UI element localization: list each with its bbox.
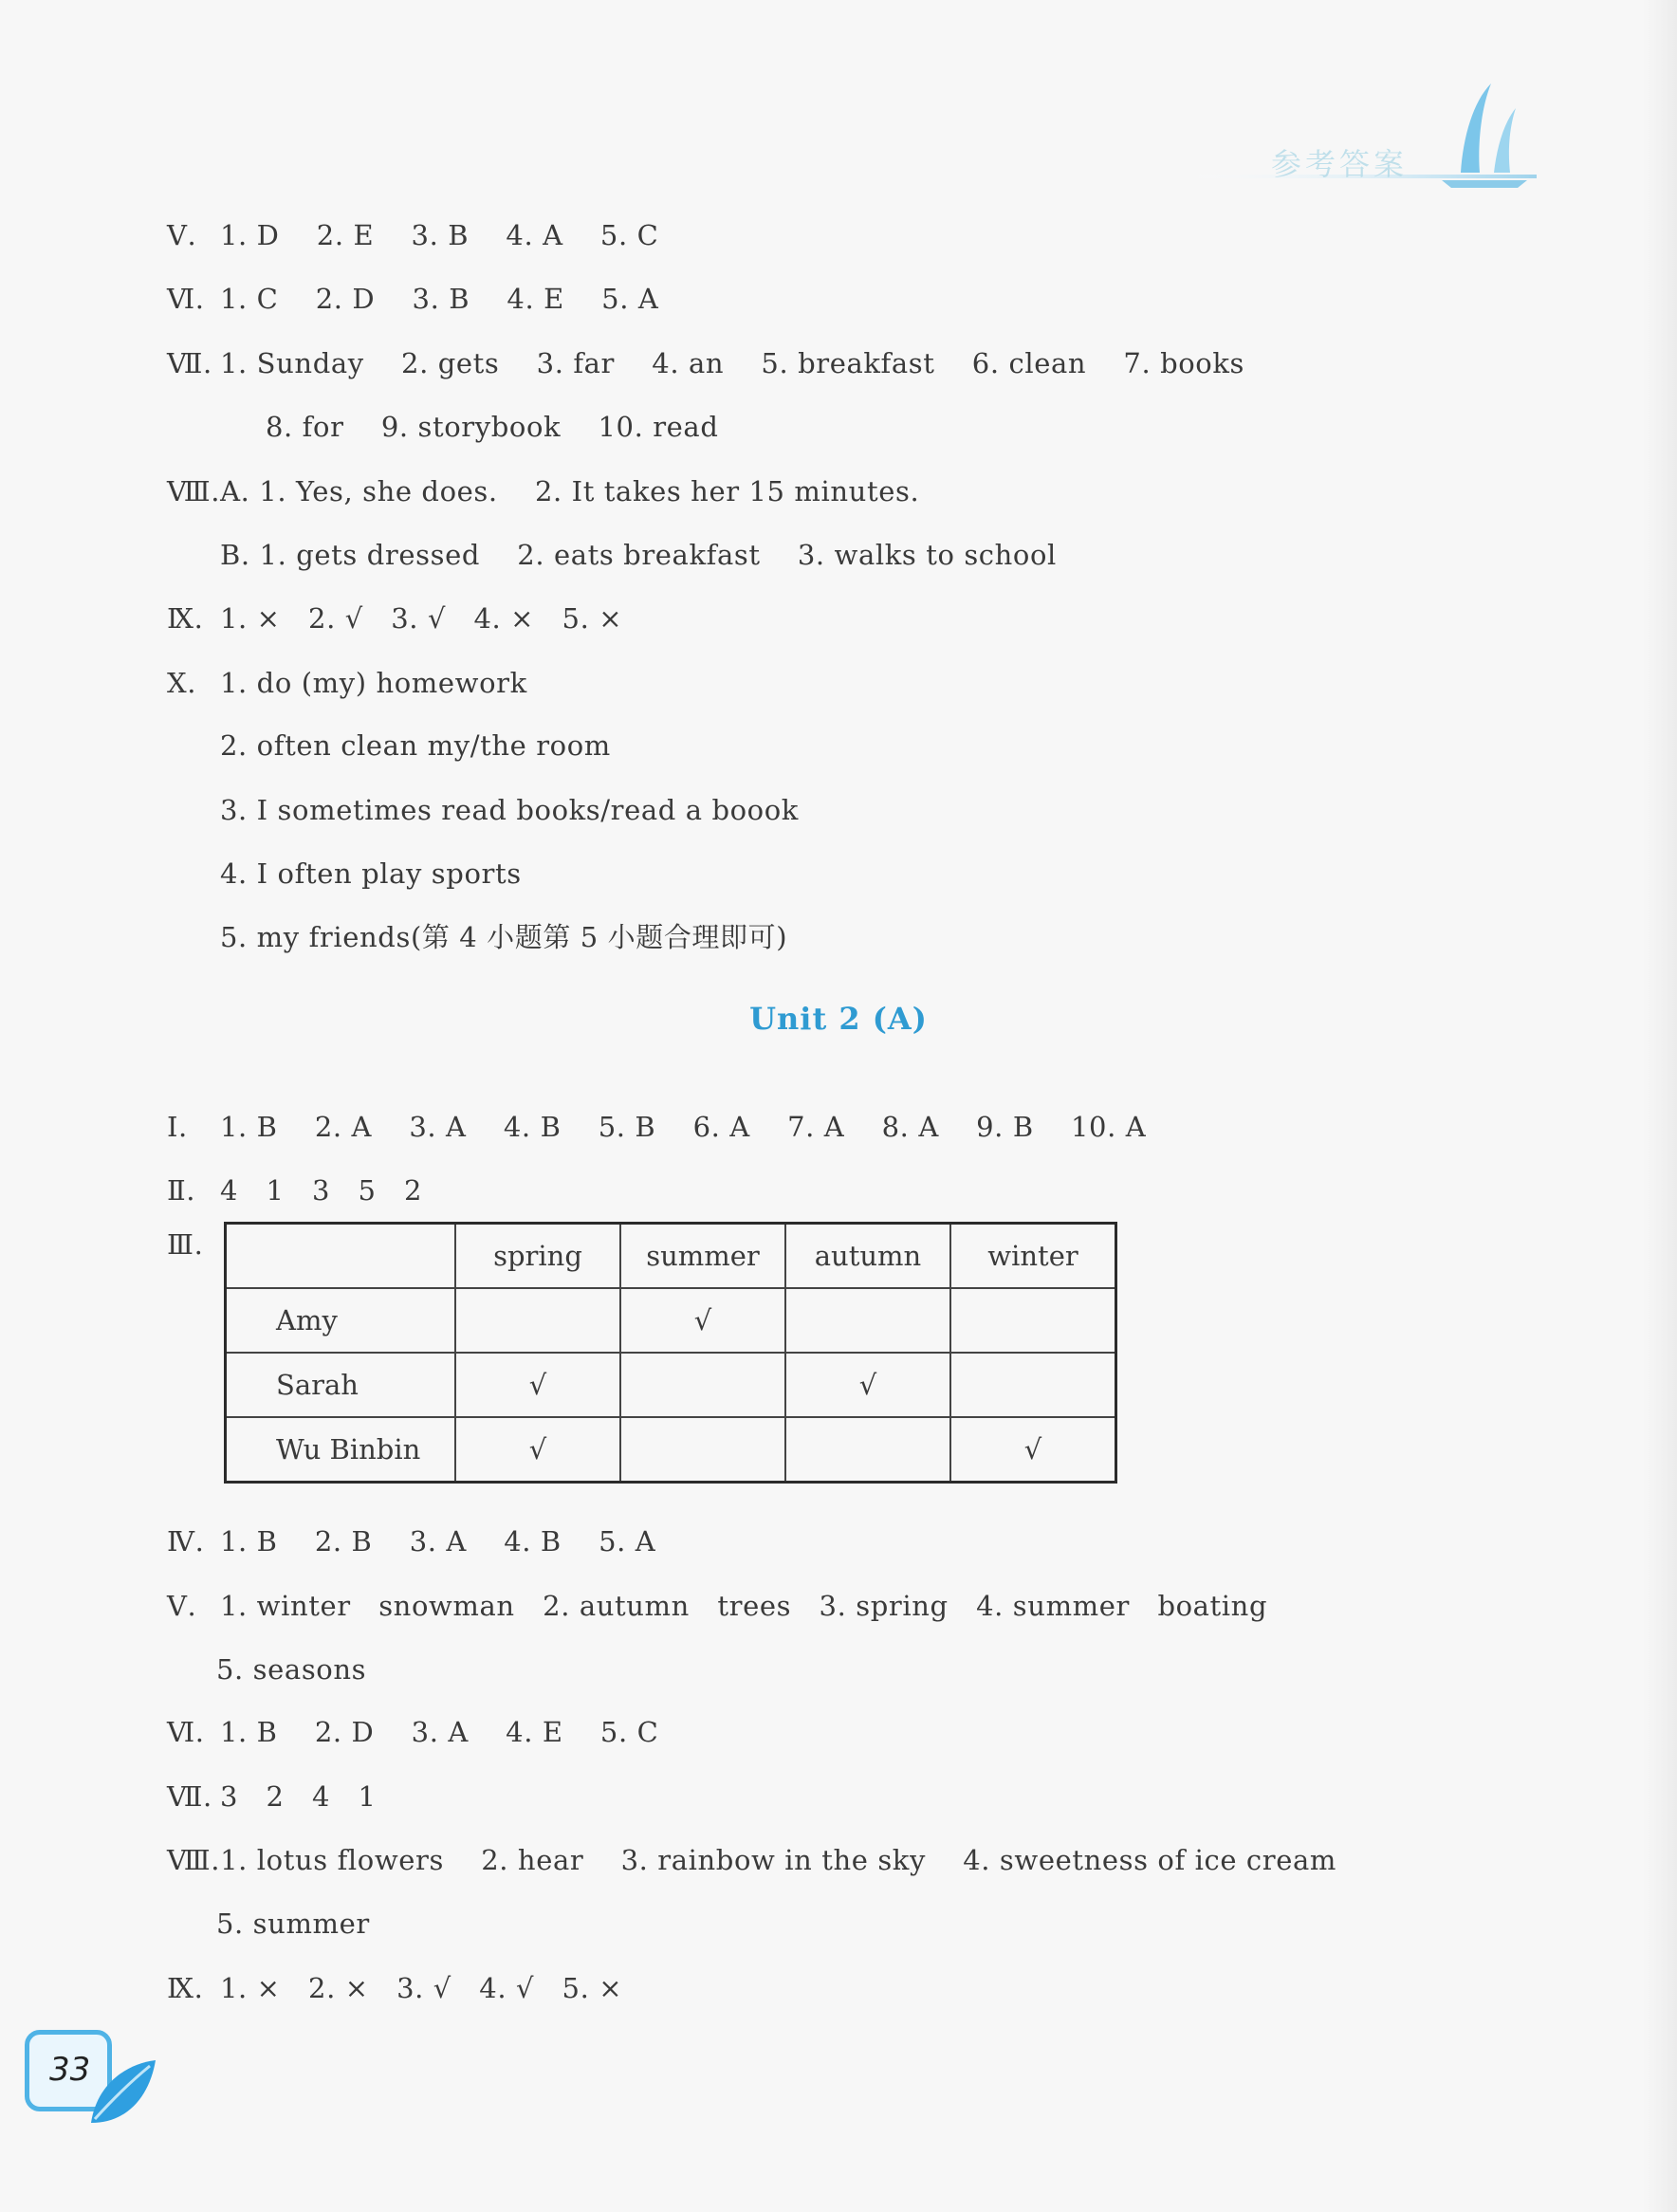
section-numeral: Ⅵ. <box>167 1716 205 1748</box>
table-row <box>226 1353 1116 1417</box>
answer-text: 1. × 2. × 3. √ 4. √ 5. × <box>220 1972 623 2004</box>
page-edge-shadow <box>1643 0 1677 2212</box>
table-cell <box>785 1288 950 1353</box>
answer-text: 5. seasons <box>216 1653 367 1686</box>
answer-line <box>167 1971 622 2005</box>
answer-text: 3 2 4 1 <box>220 1780 377 1813</box>
answer-text: 1. Sunday 2. gets 3. far 4. an 5. breakfast 6. clean 7. books <box>220 347 1245 379</box>
answer-text: B. 1. gets dressed 2. eats breakfast 3. walks to school <box>220 539 1057 571</box>
answer-text: 3. I sometimes read books/read a boook <box>220 794 799 826</box>
section-numeral: Ⅷ. <box>167 1844 221 1876</box>
table-cell <box>455 1288 620 1353</box>
table-cell <box>785 1417 950 1483</box>
answer-line <box>167 218 658 252</box>
section-numeral: Ⅸ. <box>167 602 204 635</box>
answer-line <box>167 1589 1267 1623</box>
section-numeral: Ⅳ. <box>167 1525 205 1558</box>
answer-line <box>220 728 611 763</box>
table-cell: √ <box>950 1417 1116 1483</box>
answer-text: 4. I often play sports <box>220 857 522 890</box>
table-row <box>226 1288 1116 1353</box>
answer-text: 1. B 2. A 3. A 4. B 5. B 6. A 7. A 8. A 9. B 10. A <box>220 1111 1147 1143</box>
answer-line <box>216 1907 370 1941</box>
answer-line <box>216 1652 366 1687</box>
table-cell <box>620 1353 785 1417</box>
table-header-cell: winter <box>950 1224 1116 1289</box>
section-numeral: Ⅴ. <box>167 1590 197 1622</box>
table-row-name: Wu Binbin <box>226 1417 456 1483</box>
table-header-cell: autumn <box>785 1224 950 1289</box>
answer-text: 1. B 2. B 3. A 4. B 5. A <box>220 1525 656 1558</box>
table-header-cell <box>226 1224 456 1289</box>
answer-line <box>167 474 919 508</box>
answer-line <box>220 793 799 827</box>
section-numeral: Ⅸ. <box>167 1972 204 2004</box>
table-header-cell: summer <box>620 1224 785 1289</box>
answer-line <box>220 857 522 891</box>
answer-line <box>167 1779 377 1814</box>
answer-text: 1. B 2. D 3. A 4. E 5. C <box>220 1716 659 1748</box>
answer-line <box>167 1173 422 1207</box>
section-numeral: Ⅲ. <box>167 1228 204 1261</box>
leaf-icon <box>87 2056 157 2129</box>
answer-line <box>167 1110 1146 1144</box>
answer-text: 1. C 2. D 3. B 4. E 5. A <box>220 283 659 315</box>
answer-line <box>167 1524 655 1558</box>
section-numeral: Ⅵ. <box>167 283 205 315</box>
section-numeral: Ⅱ. <box>167 1174 196 1207</box>
section-numeral: Ⅴ. <box>167 219 197 251</box>
section-numeral: Ⅷ. <box>167 475 221 507</box>
answer-text: 8. for 9. storybook 10. read <box>266 411 719 443</box>
table-cell <box>950 1288 1116 1353</box>
answer-text: A. 1. Yes, she does. 2. It takes her 15 minutes. <box>220 475 920 507</box>
section-numeral: Ⅰ. <box>167 1111 188 1143</box>
table-row <box>226 1417 1116 1483</box>
table-header-cell: spring <box>455 1224 620 1289</box>
table-header-row <box>226 1224 1116 1289</box>
answer-text: 1. winter snowman 2. autumn trees 3. spring 4. summer boating <box>220 1590 1268 1622</box>
answer-line <box>167 346 1244 380</box>
section-numeral: Ⅶ. <box>167 347 212 379</box>
table-row-name: Amy <box>226 1288 456 1353</box>
answer-line <box>167 1843 1336 1877</box>
answer-text: 2. often clean my/the room <box>220 729 611 762</box>
table-cell: √ <box>620 1288 785 1353</box>
table-cell: √ <box>785 1353 950 1417</box>
table-cell <box>950 1353 1116 1417</box>
header-title: 参考答案 <box>1271 146 1409 182</box>
page-number: 33 <box>49 2051 91 2089</box>
answer-line <box>266 410 719 444</box>
answer-text: 1. × 2. √ 3. √ 4. × 5. × <box>220 602 623 635</box>
answer-line <box>167 1227 220 1262</box>
answer-text: 5. my friends(第 4 小题第 5 小题合理即可) <box>220 921 788 953</box>
unit2-title: Unit 2 (A) <box>749 1001 928 1037</box>
section-numeral: Ⅹ. <box>167 667 197 699</box>
answer-text: 1. D 2. E 3. B 4. A 5. C <box>220 219 659 251</box>
table-cell: √ <box>455 1417 620 1483</box>
table-row-name: Sarah <box>226 1353 456 1417</box>
answer-line <box>220 538 1057 572</box>
answer-line <box>167 666 527 700</box>
answer-line <box>220 920 787 954</box>
section-numeral: Ⅶ. <box>167 1780 212 1813</box>
answer-text: 1. do (my) homework <box>220 667 527 699</box>
answer-line <box>167 282 658 316</box>
answer-text: 1. lotus flowers 2. hear 3. rainbow in the sky 4. sweetness of ice cream <box>220 1844 1336 1876</box>
answer-line <box>167 601 622 636</box>
answer-text: 5. summer <box>216 1908 370 1940</box>
table-cell <box>620 1417 785 1483</box>
answer-line <box>167 1715 658 1749</box>
table-cell: √ <box>455 1353 620 1417</box>
seasons-table <box>224 1222 1117 1484</box>
answer-text: 4 1 3 5 2 <box>220 1174 423 1207</box>
